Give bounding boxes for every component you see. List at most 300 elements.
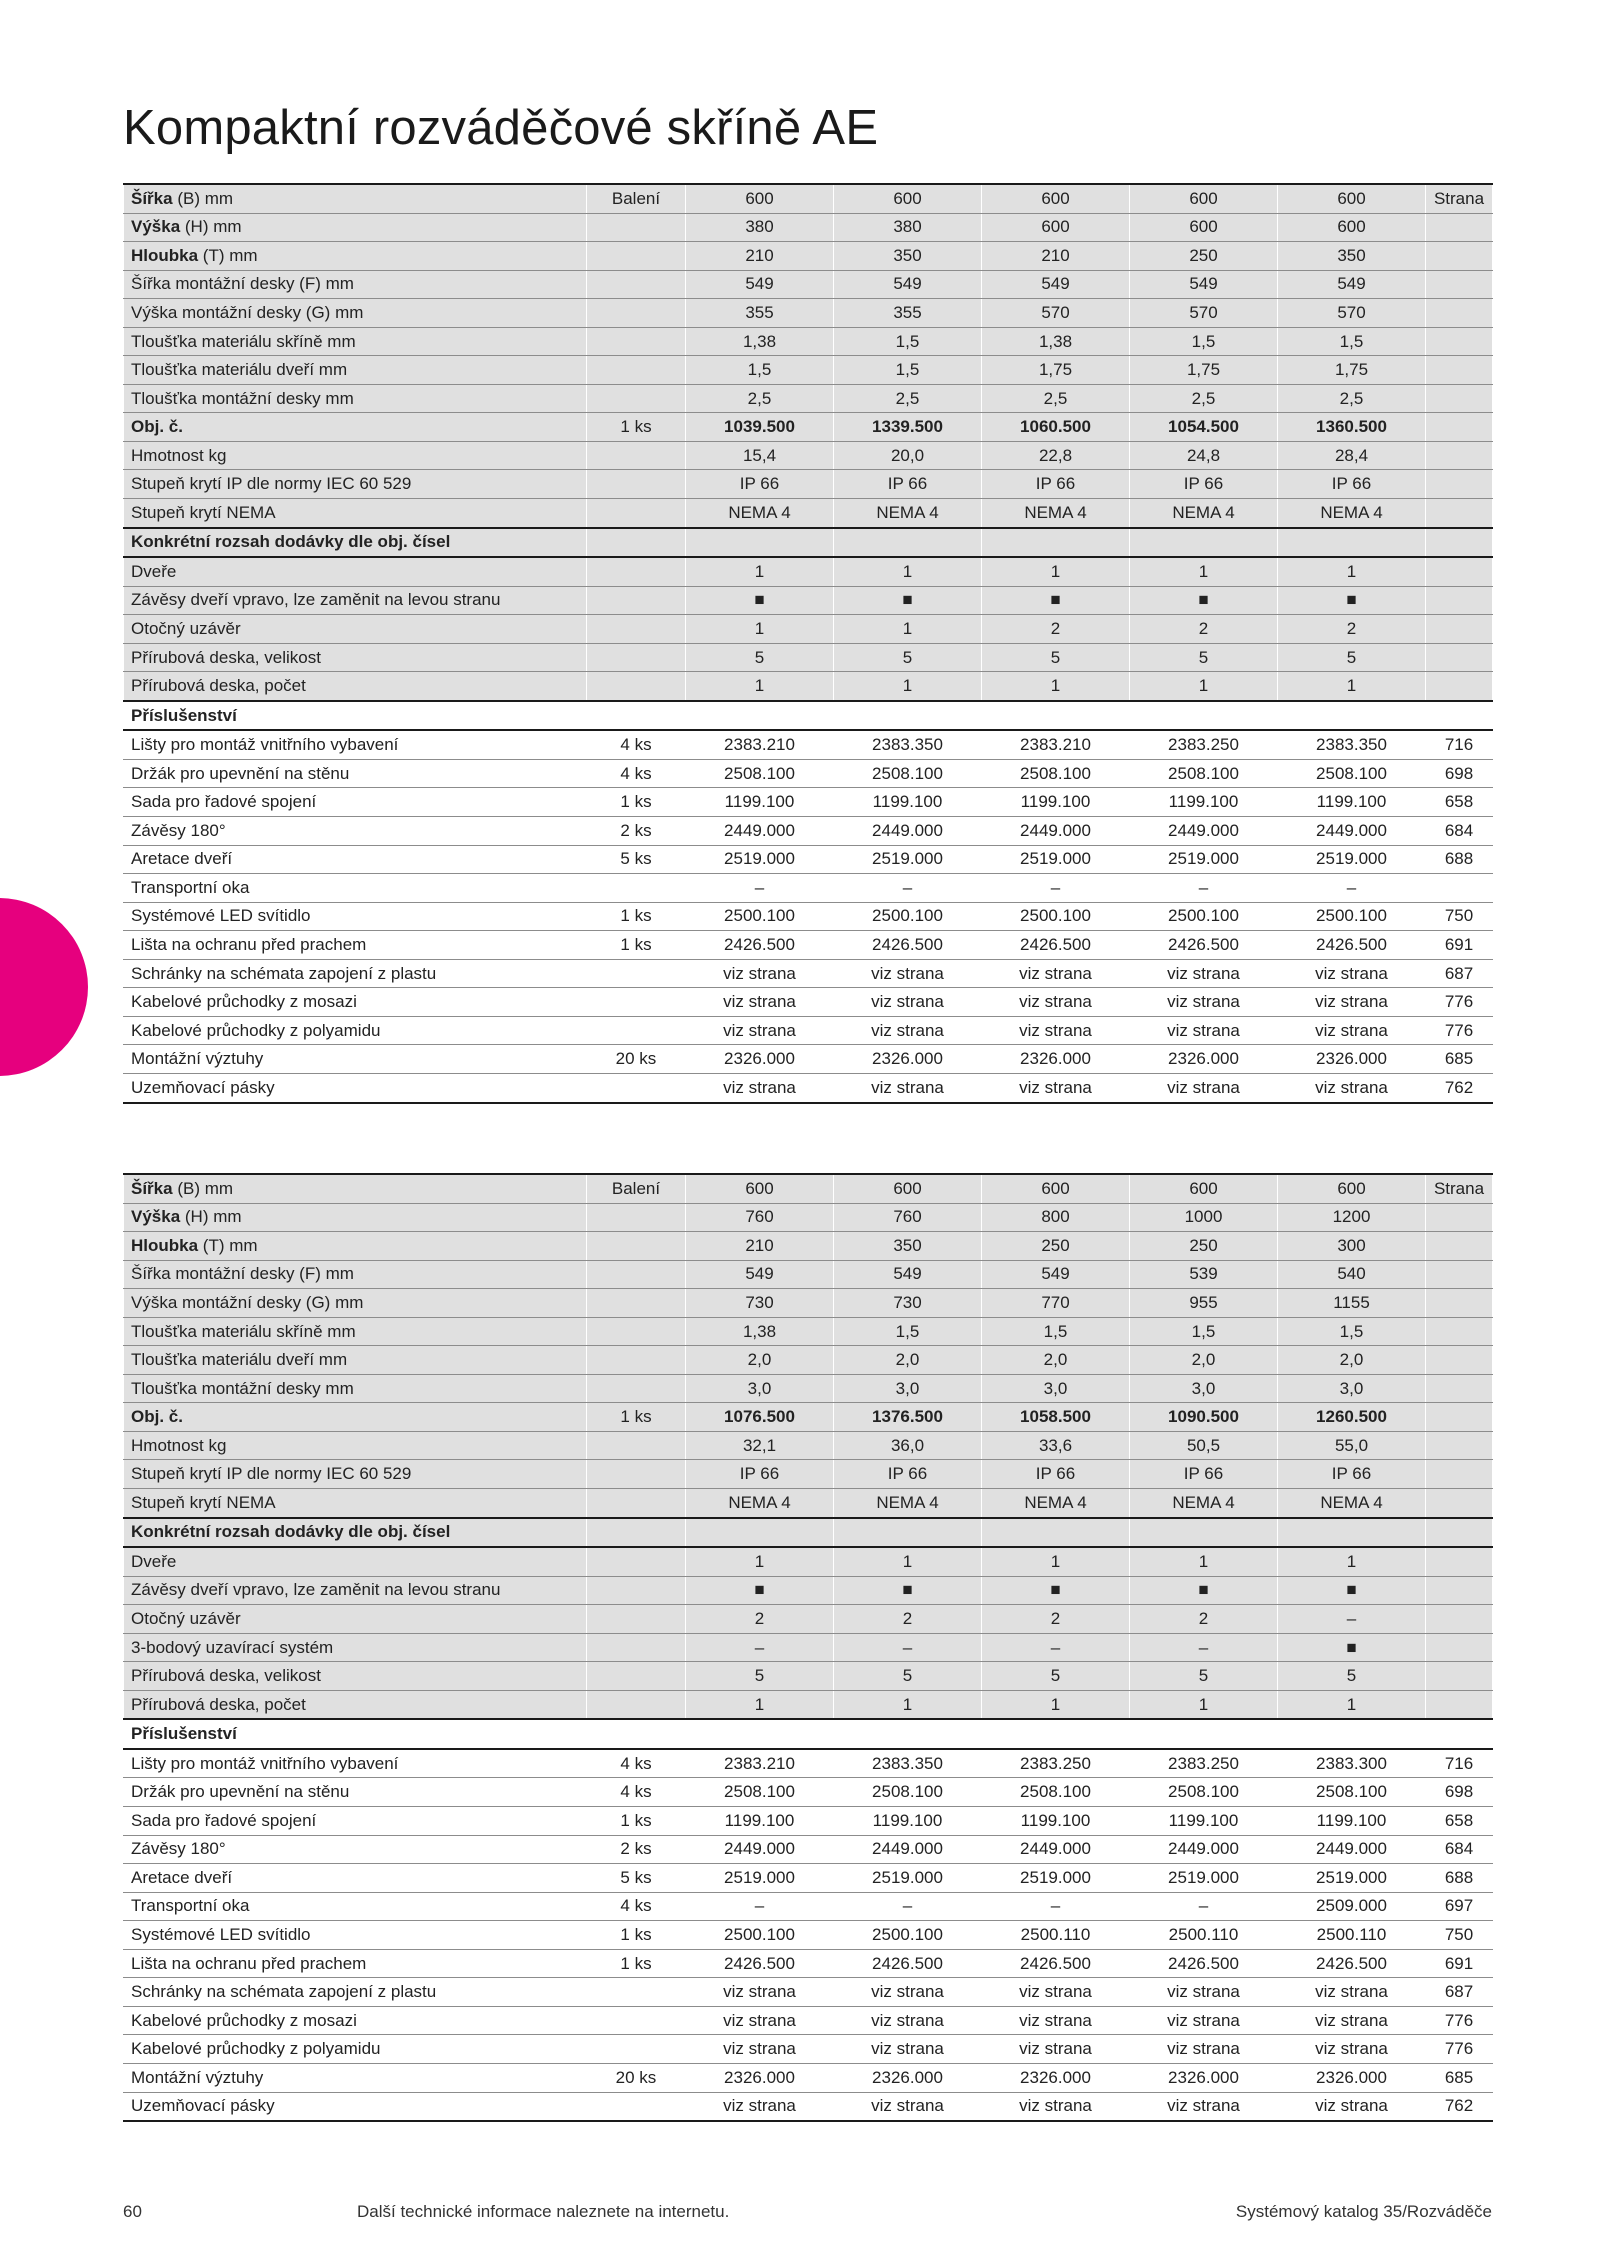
value-cell: 250 [982,1232,1130,1261]
value-cell: IP 66 [686,470,834,499]
table-row [124,931,1493,960]
value-cell: 2449.000 [686,1835,834,1864]
table-row [124,615,1493,644]
value-cell: 3,0 [834,1374,982,1403]
value-cell: IP 66 [1278,470,1426,499]
page-ref-cell [1426,672,1493,701]
value-cell [1130,528,1278,558]
value-cell: 549 [834,1260,982,1289]
row-label-text: (B) mm [172,1178,234,1198]
packaging-cell [587,1605,686,1634]
value-cell: 2 [1130,615,1278,644]
value-cell: viz strana [1278,988,1426,1017]
page-ref-cell [1426,1633,1493,1662]
value-cell: 2500.110 [982,1921,1130,1950]
packaging-cell: 4 ks [587,730,686,759]
value-cell: IP 66 [686,1460,834,1489]
value-cell [1130,701,1278,731]
value-cell: 800 [982,1203,1130,1232]
row-label [124,270,587,299]
table-row [124,470,1493,499]
value-cell: 2,0 [1278,1346,1426,1375]
value-cell: 2508.100 [1130,1778,1278,1807]
value-cell: IP 66 [1130,470,1278,499]
packaging-cell: 1 ks [587,413,686,442]
value-cell: 2,5 [982,384,1130,413]
value-cell [834,528,982,558]
packaging-cell [587,874,686,903]
packaging-cell: 2 ks [587,817,686,846]
packaging-cell [587,2092,686,2121]
value-cell: IP 66 [1130,1460,1278,1489]
table-row [124,1547,1493,1576]
table-row [124,1633,1493,1662]
value-cell: 1376.500 [834,1403,982,1432]
value-cell: 5 [686,643,834,672]
packaging-cell: 1 ks [587,788,686,817]
value-cell: 2426.500 [1130,931,1278,960]
value-cell: 2449.000 [1130,817,1278,846]
table-row [124,1978,1493,2007]
value-cell: – [1278,1605,1426,1634]
value-cell: 2426.500 [982,931,1130,960]
packaging-cell [587,643,686,672]
row-label-bold: Šířka [131,188,173,208]
value-cell: 1199.100 [686,788,834,817]
row-label-text: Otočný uzávěr [131,618,241,638]
packaging-cell [587,959,686,988]
packaging-cell [587,1690,686,1719]
value-cell: 1,5 [1278,327,1426,356]
page-ref-cell [1426,1547,1493,1576]
value-cell: 1 [1130,1690,1278,1719]
page-ref-cell: 691 [1426,931,1493,960]
table-row [124,1921,1493,1950]
value-cell: 2326.000 [834,2063,982,2092]
page-ref-cell [1426,1605,1493,1634]
value-cell: viz strana [1130,1978,1278,2007]
value-cell: 2326.000 [1278,2063,1426,2092]
row-label [124,959,587,988]
packaging-cell [587,1489,686,1518]
value-cell: ■ [1278,1633,1426,1662]
value-cell: – [686,1633,834,1662]
page-ref-cell: 762 [1426,1073,1493,1102]
row-label [124,1374,587,1403]
value-cell: 1199.100 [686,1807,834,1836]
row-label [124,499,587,528]
value-cell: 2,0 [982,1346,1130,1375]
value-cell: 1039.500 [686,413,834,442]
row-label [124,184,587,213]
table-row [124,959,1493,988]
value-cell: 1199.100 [1278,788,1426,817]
value-cell: 1339.500 [834,413,982,442]
value-cell: viz strana [982,1073,1130,1102]
value-cell: 5 [1278,1662,1426,1691]
value-cell: viz strana [982,959,1130,988]
value-cell: 549 [982,1260,1130,1289]
row-label-text: Tloušťka materiálu dveří mm [131,1350,348,1370]
value-cell: 600 [686,184,834,213]
page-ref-cell: 776 [1426,2006,1493,2035]
value-cell: 5 [982,1662,1130,1691]
value-cell: ■ [982,1576,1130,1605]
table-row [124,1835,1493,1864]
value-cell: NEMA 4 [982,499,1130,528]
value-cell: 350 [834,1232,982,1261]
value-cell: 549 [686,270,834,299]
value-cell: 5 [982,643,1130,672]
value-cell: 2508.100 [1278,1778,1426,1807]
value-cell: 1 [834,615,982,644]
value-cell: 1076.500 [686,1403,834,1432]
value-cell: 3,0 [1278,1374,1426,1403]
table-row [124,643,1493,672]
table-row [124,2035,1493,2064]
value-cell: 955 [1130,1289,1278,1318]
table-row [124,788,1493,817]
table-row [124,759,1493,788]
value-cell: 5 [1130,1662,1278,1691]
packaging-cell: 4 ks [587,1892,686,1921]
row-label [124,845,587,874]
row-label [124,788,587,817]
packaging-cell [587,1232,686,1261]
packaging-cell: Balení [587,184,686,213]
packaging-cell: 4 ks [587,1749,686,1778]
row-label [124,1778,587,1807]
row-label-text: (H) mm [180,1207,242,1227]
page-ref-cell [1426,701,1493,731]
page-ref-cell: 688 [1426,845,1493,874]
value-cell: NEMA 4 [1278,1489,1426,1518]
footer-info: Další technické informace naleznete na internetu. [357,2202,730,2221]
value-cell: 1,38 [686,327,834,356]
value-cell: viz strana [686,2006,834,2035]
value-cell: viz strana [982,1978,1130,2007]
section-header-row [124,528,1493,558]
table-row [124,1864,1493,1893]
value-cell: – [982,874,1130,903]
row-label-bold: Výška [131,1207,181,1227]
row-label-bold: Konkrétní rozsah dodávky dle obj. čísel [131,1522,451,1542]
row-label-bold: Hloubka [131,245,199,265]
page-ref-cell: 776 [1426,988,1493,1017]
packaging-cell [587,615,686,644]
row-label-text: Lišta na ochranu před prachem [131,934,367,954]
value-cell: 600 [982,184,1130,213]
value-cell: 549 [834,270,982,299]
value-cell: viz strana [834,2092,982,2121]
value-cell: 2519.000 [982,845,1130,874]
value-cell: 540 [1278,1260,1426,1289]
value-cell: 55,0 [1278,1431,1426,1460]
footer-catalog: Systémový katalog 35/Rozváděče [1235,2202,1492,2221]
row-label [124,701,587,731]
page-ref-cell [1426,1460,1493,1489]
page-ref-cell: 658 [1426,788,1493,817]
row-label [124,1633,587,1662]
row-label-text: Lišty pro montáž vnitřního vybavení [131,1753,399,1773]
page-ref-cell: 685 [1426,2063,1493,2092]
value-cell: 2449.000 [834,1835,982,1864]
value-cell: – [686,1892,834,1921]
value-cell: 1199.100 [1130,788,1278,817]
value-cell: IP 66 [1278,1460,1426,1489]
value-cell: viz strana [1278,2092,1426,2121]
packaging-cell [587,988,686,1017]
value-cell: 2500.100 [1278,902,1426,931]
value-cell: 2,5 [834,384,982,413]
table-row [124,356,1493,385]
value-cell: ■ [686,586,834,615]
value-cell: 600 [1130,1174,1278,1203]
value-cell [686,701,834,731]
row-label-text: Systémové LED svítidlo [131,1924,311,1944]
row-label-text: Závěsy dveří vpravo, lze zaměnit na levou stranu [131,590,501,610]
value-cell [1278,528,1426,558]
value-cell: viz strana [834,2006,982,2035]
value-cell: ■ [1278,1576,1426,1605]
packaging-cell [587,470,686,499]
value-cell: 1 [982,1690,1130,1719]
value-cell: 2426.500 [1278,1949,1426,1978]
value-cell: 2508.100 [834,759,982,788]
value-cell: 2519.000 [834,1864,982,1893]
value-cell: NEMA 4 [982,1489,1130,1518]
value-cell [982,528,1130,558]
table-row [124,1346,1493,1375]
value-cell: 600 [1278,1174,1426,1203]
table-row [124,874,1493,903]
value-cell: viz strana [982,2092,1130,2121]
row-label-text: Závěsy dveří vpravo, lze zaměnit na levou stranu [131,1580,501,1600]
table-row [124,499,1493,528]
value-cell: 250 [1130,242,1278,271]
value-cell: viz strana [834,988,982,1017]
row-label-text: Lišta na ochranu před prachem [131,1953,367,1973]
page-ref-cell [1426,327,1493,356]
row-label-text: (H) mm [180,217,242,237]
packaging-cell [587,672,686,701]
page-ref-cell [1426,874,1493,903]
value-cell: 2,0 [1130,1346,1278,1375]
packaging-cell [587,1203,686,1232]
row-label-text: Stupeň krytí NEMA [131,1492,276,1512]
row-label-text: Kabelové průchodky z mosazi [131,2010,357,2030]
value-cell: 2449.000 [1130,1835,1278,1864]
packaging-cell [587,327,686,356]
value-cell: 3,0 [686,1374,834,1403]
page-ref-cell [1426,643,1493,672]
row-label [124,1749,587,1778]
value-cell: 2426.500 [1130,1949,1278,1978]
value-cell: 2383.250 [1130,730,1278,759]
page-ref-cell: 658 [1426,1807,1493,1836]
value-cell: 1 [1278,672,1426,701]
value-cell: 730 [834,1289,982,1318]
row-label [124,1690,587,1719]
value-cell [982,701,1130,731]
packaging-cell [587,1633,686,1662]
spec-table-upper [123,183,1493,1104]
row-label [124,441,587,470]
value-cell: viz strana [686,988,834,1017]
value-cell: viz strana [686,2035,834,2064]
row-label [124,1605,587,1634]
page-ref-cell: 716 [1426,1749,1493,1778]
page-ref-cell [1426,470,1493,499]
table-row [124,1260,1493,1289]
row-label [124,470,587,499]
value-cell: 2326.000 [982,2063,1130,2092]
value-cell: 2,5 [1278,384,1426,413]
section-header-row [124,1518,1493,1548]
row-label [124,1260,587,1289]
packaging-cell [587,1073,686,1102]
value-cell: 5 [834,1662,982,1691]
value-cell: 210 [982,242,1130,271]
value-cell: 1058.500 [982,1403,1130,1432]
value-cell: 250 [1130,1232,1278,1261]
value-cell: 350 [1278,242,1426,271]
value-cell: 1 [982,1547,1130,1576]
row-label-text: Kabelové průchodky z polyamidu [131,2039,381,2059]
page-ref-cell: Strana [1426,1174,1493,1203]
value-cell: 2426.500 [834,1949,982,1978]
table-row [124,557,1493,586]
value-cell: 1,75 [1130,356,1278,385]
table-row [124,1403,1493,1432]
value-cell: viz strana [982,2035,1130,2064]
table-row [124,1807,1493,1836]
row-label [124,730,587,759]
packaging-cell: 4 ks [587,759,686,788]
page-ref-cell: Strana [1426,184,1493,213]
packaging-cell: 1 ks [587,1921,686,1950]
table-row [124,1203,1493,1232]
table-row [124,672,1493,701]
packaging-cell [587,441,686,470]
value-cell: 2509.000 [1278,1892,1426,1921]
section-header-row [124,1719,1493,1749]
value-cell: – [982,1633,1130,1662]
row-label-text: Držák pro upevnění na stěnu [131,1782,350,1802]
row-label-bold: Příslušenství [131,705,237,725]
packaging-cell [587,1662,686,1691]
row-label-bold: Hloubka [131,1235,199,1255]
value-cell: viz strana [1278,959,1426,988]
value-cell: 1 [1130,1547,1278,1576]
value-cell: 2508.100 [834,1778,982,1807]
row-label [124,1518,587,1548]
value-cell: – [834,874,982,903]
page-ref-cell: 697 [1426,1892,1493,1921]
page-ref-cell [1426,1289,1493,1318]
row-label-text: Sada pro řadové spojení [131,1810,317,1830]
page-ref-cell: 685 [1426,1045,1493,1074]
table-row [124,327,1493,356]
value-cell: 1,75 [1278,356,1426,385]
value-cell: 1199.100 [982,788,1130,817]
value-cell: 2326.000 [1130,2063,1278,2092]
page-ref-cell [1426,1518,1493,1548]
row-label-text: Schránky na schémata zapojení z plastu [131,1982,437,2002]
page-ref-cell [1426,384,1493,413]
value-cell: 1199.100 [834,1807,982,1836]
row-label [124,1460,587,1489]
row-label [124,759,587,788]
packaging-cell [587,2035,686,2064]
page-ref-cell: 698 [1426,759,1493,788]
packaging-cell [587,586,686,615]
table-row [124,1317,1493,1346]
value-cell: 2500.100 [1130,902,1278,931]
value-cell: 1360.500 [1278,413,1426,442]
page-ref-cell [1426,1719,1493,1749]
value-cell: ■ [1130,1576,1278,1605]
value-cell: 2426.500 [982,1949,1130,1978]
row-label-text: Montážní výztuhy [131,2067,264,2087]
row-label-text: Tloušťka montážní desky mm [131,388,354,408]
value-cell: 1,5 [834,356,982,385]
value-cell: 32,1 [686,1431,834,1460]
row-label-bold: Obj. č. [131,417,183,437]
packaging-cell [587,1460,686,1489]
value-cell: 2383.350 [1278,730,1426,759]
table-row [124,384,1493,413]
value-cell: 300 [1278,1232,1426,1261]
value-cell: 1 [1278,1547,1426,1576]
value-cell: 2426.500 [686,1949,834,1978]
value-cell: 600 [982,1174,1130,1203]
value-cell: 570 [1278,299,1426,328]
row-label-text: Aretace dveří [131,849,233,869]
value-cell: viz strana [834,2035,982,2064]
page-ref-cell: 691 [1426,1949,1493,1978]
page-ref-cell [1426,299,1493,328]
row-label-text: Přírubová deska, velikost [131,1666,321,1686]
row-label [124,356,587,385]
page-ref-cell [1426,1317,1493,1346]
value-cell: NEMA 4 [1130,1489,1278,1518]
row-label-text: Transportní oka [131,1896,250,1916]
value-cell [982,1518,1130,1548]
table-row [124,1374,1493,1403]
value-cell: 210 [686,1232,834,1261]
value-cell: 1,5 [1278,1317,1426,1346]
value-cell: 2508.100 [982,1778,1130,1807]
value-cell: IP 66 [834,470,982,499]
value-cell: 2519.000 [686,845,834,874]
value-cell: 22,8 [982,441,1130,470]
packaging-cell [587,242,686,271]
value-cell: 2 [1278,615,1426,644]
value-cell: NEMA 4 [686,499,834,528]
value-cell: viz strana [686,959,834,988]
value-cell [834,1719,982,1749]
value-cell: 1 [686,1690,834,1719]
row-label-text: Tloušťka materiálu skříně mm [131,1321,356,1341]
value-cell: viz strana [1130,959,1278,988]
packaging-cell: 20 ks [587,2063,686,2092]
value-cell: 549 [1130,270,1278,299]
row-label [124,2063,587,2092]
row-label-text: Montážní výztuhy [131,1049,264,1069]
page-ref-cell: 687 [1426,1978,1493,2007]
row-label [124,2006,587,2035]
